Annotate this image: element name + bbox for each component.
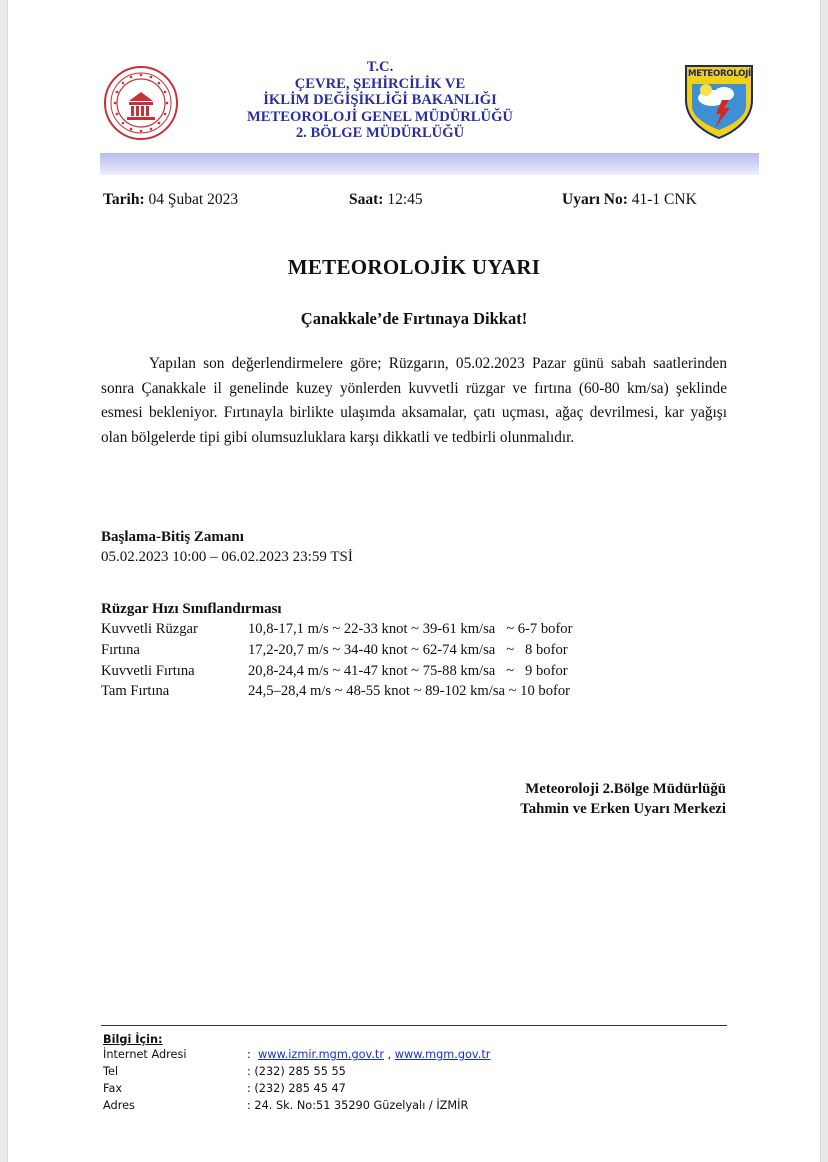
header-line-directorate: METEOROLOJİ GENEL MÜDÜRLÜĞÜ [247, 108, 513, 125]
fax-value: : (232) 285 45 47 [247, 1082, 346, 1095]
document-title: METEOROLOJİK UYARI [287, 255, 541, 279]
signature-line-1: Meteoroloji 2.Bölge Müdürlüğü [525, 781, 726, 797]
wind-row-label: Kuvvetli Rüzgar [101, 621, 198, 637]
wind-row-label: Fırtına [101, 642, 140, 658]
header-line-ministry-2: İKLİM DEĞİŞİKLİĞİ BAKANLIĞI [263, 92, 497, 109]
wind-row-value: 20,8-24,4 m/s ~ 41-47 knot ~ 75-88 km/sa ~ 9 bofor [248, 663, 568, 679]
address-value: : 24. Sk. No:51 35290 Güzelyalı / İZMİR [247, 1099, 469, 1112]
wind-row-label: Kuvvetli Fırtına [101, 663, 195, 679]
wind-row-value: 10,8-17,1 m/s ~ 22-33 knot ~ 39-61 km/sa ~ 6-7 bofor [248, 621, 573, 637]
tel-label: Tel [103, 1065, 119, 1078]
warning-body [101, 352, 727, 450]
link-separator: , [387, 1048, 392, 1061]
period-heading: Başlama-Bitiş Zamanı [101, 529, 244, 545]
footer-divider [101, 1025, 727, 1026]
time-field [349, 191, 423, 209]
header-line-region: 2. BÖLGE MÜDÜRLÜĞÜ [295, 125, 465, 142]
warning-number-value: 41-1 CNK [631, 191, 697, 208]
izmir-mgm-link[interactable]: www.izmir.mgm.gov.tr [258, 1048, 385, 1061]
warning-body-text: Yapılan son değerlendirmelere göre; Rüzgarın, 05.02.2023 Pazar günü sabah saatlerinden sonra Çanakkale il genelinde kuzey yönlerden kuvvetli rüzgar ve fırtına (60-80 km/sa) şeklinde esmesi bekleniyor. Fırtınayla birlikte ulaşımda aksamalar, çatı uçması, ağaç devrilmesi, kar yağışı olan bölgelerde tipi gibi olumsuzluklara karşı dikkatli ve tedbirli olunmalıdır. [101, 355, 727, 446]
internet-value [247, 1048, 490, 1061]
date-label: Tarih: [103, 191, 145, 208]
date-value: 04 Şubat 2023 [148, 191, 239, 208]
time-label: Saat: [349, 191, 384, 208]
header-band [100, 153, 759, 175]
internet-label: İnternet Adresi [103, 1048, 187, 1061]
wind-classification-heading: Rüzgar Hızı Sınıflandırması [101, 601, 282, 617]
wind-row-label: Tam Fırtına [101, 683, 170, 699]
tel-value: : (232) 285 55 55 [247, 1065, 346, 1078]
signature-line-2: Tahmin ve Erken Uyarı Merkezi [520, 801, 726, 817]
wind-row-value: 17,2-20,7 m/s ~ 34-40 knot ~ 62-74 km/sa ~ 8 bofor [248, 642, 568, 658]
wind-row-value: 24,5–28,4 m/s ~ 48-55 knot ~ 89-102 km/sa ~ 10 bofor [248, 683, 571, 699]
ministry-header [100, 59, 660, 142]
address-label: Adres [103, 1099, 135, 1112]
meteorology-logo-text: METEOROLOJİ [688, 69, 751, 79]
document-subtitle: Çanakkale’de Fırtınaya Dikkat! [300, 309, 528, 328]
mgm-link[interactable]: www.mgm.gov.tr [394, 1048, 491, 1061]
date-field [103, 191, 238, 209]
fax-label: Fax [103, 1082, 123, 1095]
internet-separator: : [247, 1048, 251, 1061]
signature-block [430, 779, 726, 819]
footer-heading: Bilgi İçin: [103, 1033, 163, 1046]
period-value: 05.02.2023 10:00 – 06.02.2023 23:59 TSİ [101, 549, 353, 565]
warning-number-field [562, 191, 697, 209]
time-value: 12:45 [387, 191, 423, 208]
header-line-ministry-1: ÇEVRE, ŞEHİRCİLİK VE [294, 75, 466, 92]
warning-number-label: Uyarı No: [562, 191, 628, 208]
header-line-tc: T.C. [366, 59, 394, 75]
